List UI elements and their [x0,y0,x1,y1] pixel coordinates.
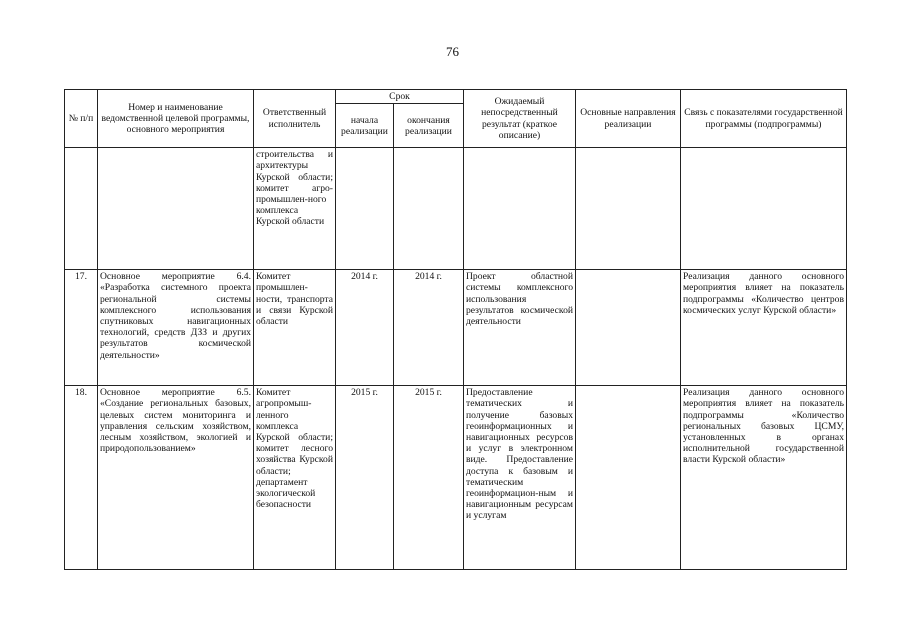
header-result: Ожидаемый непосредственный результат (краткое описание) [464,90,576,148]
header-directions: Основные направления реализации [576,90,681,148]
row-link: Реализация данного основного мероприятия влияет на показатель подпрограммы «Количество центров космических услуг Курской области» [681,270,847,386]
row-end: 2015 г. [394,386,464,570]
row-end: 2014 г. [394,270,464,386]
activities-table [64,89,847,570]
header-term: Срок [336,90,464,104]
header-name: Номер и наименование ведомственной целевой программы, основного мероприятия [98,90,254,148]
row-link [681,148,847,270]
row-directions [576,386,681,570]
row-start: 2014 г. [336,270,394,386]
header-link: Связь с показателями государственной программы (подпрограммы) [681,90,847,148]
row-result [464,148,576,270]
header-executor: Ответственный исполнитель [254,90,336,148]
header-num: № п/п [65,90,98,148]
row-start [336,148,394,270]
row-start: 2015 г. [336,386,394,570]
row-result: Проект областной системы комплексного использования результатов космической деятельности [464,270,576,386]
row-name: Основное мероприятие 6.4. «Разработка системного проекта региональной системы комплексного использования спутниковых навигационных технологий, средств ДЗЗ и других результатов космической деятельности» [98,270,254,386]
row-name: Основное мероприятие 6.5. «Создание региональных базовых, целевых систем мониторинга и управления сельским хозяйством, лесным хозяйством, экологией и природопользованием» [98,386,254,570]
row-end [394,148,464,270]
row-name [98,148,254,270]
row-link: Реализация данного основного мероприятия влияет на показатель подпрограммы «Количество региональных базовых ЦСМУ, установленных в органах исполнительной государственной власти Курской области» [681,386,847,570]
row-num: 17. [65,270,98,386]
page-number: 76 [446,44,459,59]
row-num [65,148,98,270]
row-directions [576,270,681,386]
header-start: начала реализации [336,104,394,148]
row-result: Предоставление тематических и получение базовых геоинформационных и навигационных ресурсов и услуг в электронном виде. Предоставление доступа к базовым и тематическим геоинформацион-ным и навигационным ресурсам и услугам [464,386,576,570]
row-executor: Комитет агропромыш-ленного комплекса Курской области; комитет лесного хозяйства Курской области; департамент экологической безопасности [254,386,336,570]
row-executor: Комитет промышлен-ности, транспорта и связи Курской области [254,270,336,386]
header-end: окончания реализации [394,104,464,148]
table-row [65,270,847,386]
table-row [65,386,847,570]
row-executor: строительства и архитектуры Курской области; комитет агро-промышлен-ного комплекса Курской области [254,148,336,270]
row-directions [576,148,681,270]
table-row [65,148,847,270]
row-num: 18. [65,386,98,570]
